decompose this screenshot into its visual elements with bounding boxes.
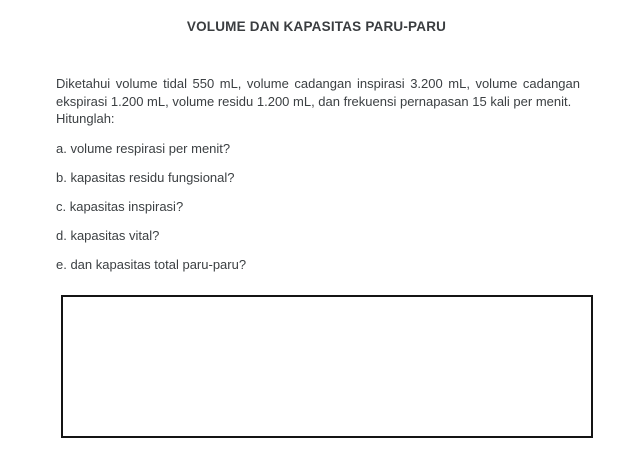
answer-box[interactable] [61,295,593,438]
problem-statement: Diketahui volume tidal 550 mL, volume cadangan inspirasi 3.200 mL, volume cadangan ekspirasi 1.200 mL, volume residu 1.200 mL, dan frekuensi pernapasan 15 kali per menit. [56,76,580,109]
question-item-b: b. kapasitas residu fungsional? [56,170,235,185]
page-title: VOLUME DAN KAPASITAS PARU-PARU [186,19,447,34]
document-body [56,75,580,438]
question-item-c: c. kapasitas inspirasi? [56,199,184,214]
question-item-e: e. dan kapasitas total paru-paru? [56,257,247,272]
instruction-label: Hitunglah: [56,111,115,126]
question-list [56,140,580,274]
question-item-d: d. kapasitas vital? [56,228,160,243]
question-item-a: a. volume respirasi per menit? [56,141,231,156]
